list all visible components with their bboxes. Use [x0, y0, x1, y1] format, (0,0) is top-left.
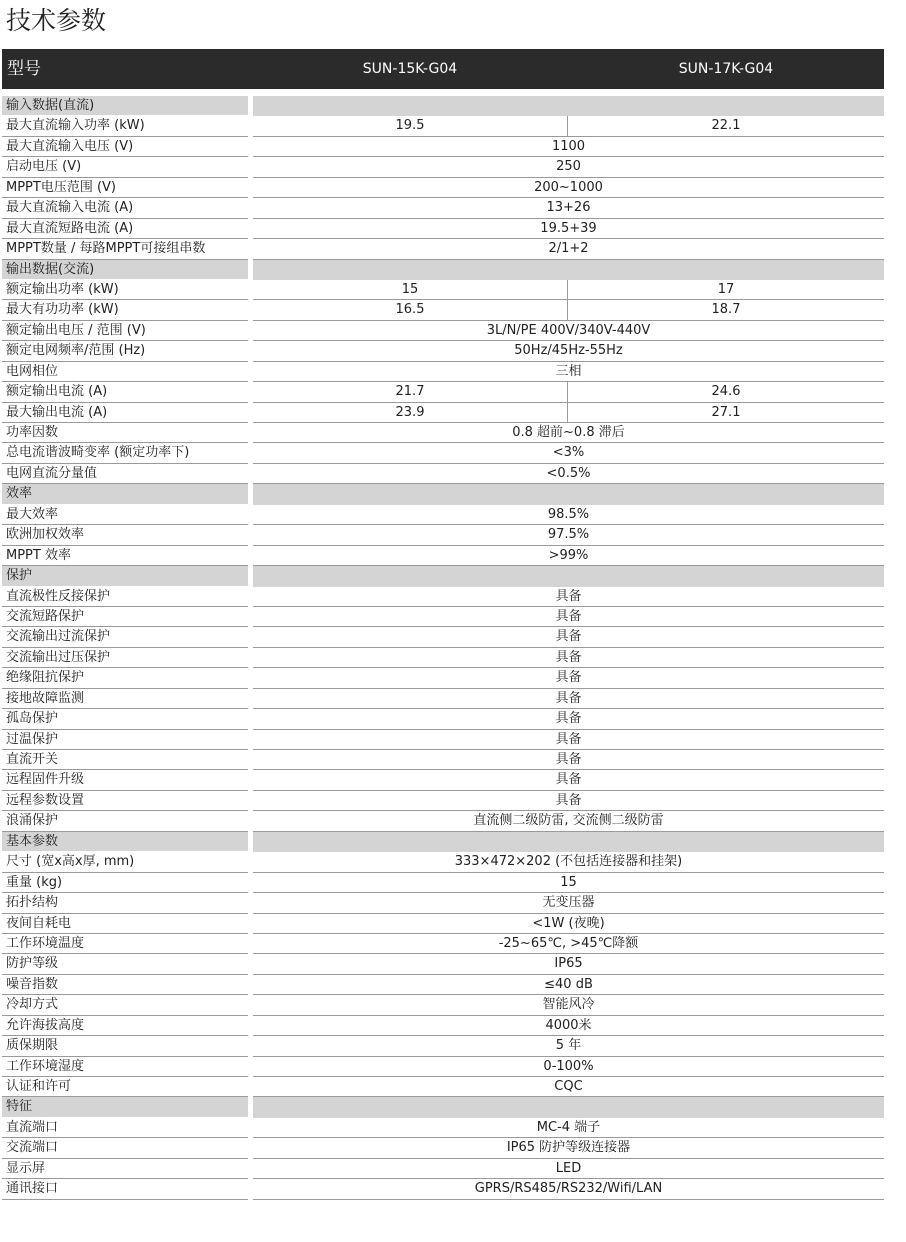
spec-value: 0-100% — [253, 1057, 884, 1077]
spec-label: 最大输出电流 (A) — [2, 403, 248, 423]
spec-label: 夜间自耗电 — [2, 914, 248, 934]
spec-row — [2, 852, 884, 872]
section-header-row — [2, 260, 884, 280]
spec-row — [2, 627, 884, 647]
spec-row — [2, 648, 884, 668]
spec-row — [2, 587, 884, 607]
spec-row — [2, 995, 884, 1015]
spec-label: 重量 (kg) — [2, 873, 248, 893]
spec-label: 远程参数设置 — [2, 791, 248, 811]
spec-value: IP65 — [253, 954, 884, 974]
model-header-label: 型号 — [7, 59, 41, 79]
spec-label: 最大直流输入电压 (V) — [2, 137, 248, 157]
spec-row — [2, 893, 884, 913]
spec-value: 250 — [253, 157, 884, 177]
spec-row — [2, 321, 884, 341]
section-band — [253, 1097, 884, 1117]
spec-label: 总电流谐波畸变率 (额定功率下) — [2, 443, 248, 463]
spec-row — [2, 1036, 884, 1056]
spec-value: 具备 — [253, 668, 884, 688]
section-band — [253, 484, 884, 504]
spec-label: 交流输出过流保护 — [2, 627, 248, 647]
spec-label: 允许海拔高度 — [2, 1016, 248, 1036]
section-title: 基本参数 — [2, 832, 248, 852]
spec-row — [2, 198, 884, 218]
spec-value: 0.8 超前~0.8 滞后 — [253, 423, 884, 443]
section-title: 保护 — [2, 566, 248, 586]
spec-row — [2, 689, 884, 709]
spec-row — [2, 280, 884, 300]
spec-value: 3L/N/PE 400V/340V-440V — [253, 321, 884, 341]
spec-label: 尺寸 (宽x高x厚, mm) — [2, 852, 248, 872]
spec-value: CQC — [253, 1077, 884, 1097]
spec-value: 具备 — [253, 709, 884, 729]
spec-row — [2, 668, 884, 688]
spec-row — [2, 403, 884, 423]
spec-label: MPPT电压范围 (V) — [2, 178, 248, 198]
spec-label: 启动电压 (V) — [2, 157, 248, 177]
spec-value: 具备 — [253, 627, 884, 647]
spec-label: 交流短路保护 — [2, 607, 248, 627]
spec-label: 电网直流分量值 — [2, 464, 248, 484]
spec-value-model-2: 22.1 — [568, 116, 884, 136]
spec-label: 直流极性反接保护 — [2, 587, 248, 607]
spec-value: LED — [253, 1159, 884, 1179]
spec-row — [2, 116, 884, 136]
spec-label: 交流输出过压保护 — [2, 648, 248, 668]
spec-label: 绝缘阻抗保护 — [2, 668, 248, 688]
spec-value-model-1: 15 — [253, 280, 568, 300]
spec-value: 三相 — [253, 362, 884, 382]
spec-label: MPPT 效率 — [2, 546, 248, 566]
spec-label: MPPT数量 / 每路MPPT可接组串数 — [2, 239, 248, 259]
spec-label: 最大有功功率 (kW) — [2, 300, 248, 320]
spec-row — [2, 873, 884, 893]
spec-value: <0.5% — [253, 464, 884, 484]
spec-value-model-2: 17 — [568, 280, 884, 300]
spec-value: 13+26 — [253, 198, 884, 218]
spec-label: 额定输出电压 / 范围 (V) — [2, 321, 248, 341]
spec-value-model-1: 23.9 — [253, 403, 568, 423]
spec-row — [2, 362, 884, 382]
section-band — [253, 260, 884, 280]
spec-value: 97.5% — [253, 525, 884, 545]
spec-value: >99% — [253, 546, 884, 566]
spec-label: 通讯接口 — [2, 1179, 248, 1199]
section-title: 特征 — [2, 1097, 248, 1117]
spec-value: ≤40 dB — [253, 975, 884, 995]
model-column-1: SUN-15K-G04 — [362, 61, 458, 77]
spec-row — [2, 341, 884, 361]
spec-label: 直流端口 — [2, 1118, 248, 1138]
spec-row — [2, 1118, 884, 1138]
section-header-row — [2, 484, 884, 504]
spec-value: 具备 — [253, 689, 884, 709]
section-band — [253, 566, 884, 586]
spec-label: 工作环境温度 — [2, 934, 248, 954]
spec-value: 具备 — [253, 750, 884, 770]
section-title: 输入数据(直流) — [2, 96, 248, 116]
spec-row — [2, 1159, 884, 1179]
spec-value: -25~65℃, >45℃降额 — [253, 934, 884, 954]
spec-label: 直流开关 — [2, 750, 248, 770]
section-band — [253, 832, 884, 852]
spec-value: <3% — [253, 443, 884, 463]
spec-row — [2, 750, 884, 770]
spec-row — [2, 178, 884, 198]
spec-value: 具备 — [253, 730, 884, 750]
spec-value: MC-4 端子 — [253, 1118, 884, 1138]
spec-label: 远程固件升级 — [2, 770, 248, 790]
spec-value: 2/1+2 — [253, 239, 884, 259]
spec-row — [2, 770, 884, 790]
spec-value-model-1: 21.7 — [253, 382, 568, 402]
spec-label: 防护等级 — [2, 954, 248, 974]
spec-label: 欧洲加权效率 — [2, 525, 248, 545]
spec-label: 接地故障监测 — [2, 689, 248, 709]
spec-value: 15 — [253, 873, 884, 893]
spec-row — [2, 239, 884, 259]
spec-label: 认证和许可 — [2, 1077, 248, 1097]
spec-value: 98.5% — [253, 505, 884, 525]
spec-row — [2, 914, 884, 934]
spec-row — [2, 1179, 884, 1199]
spec-label: 额定电网频率/范围 (Hz) — [2, 341, 248, 361]
spec-row — [2, 525, 884, 545]
spec-value: 5 年 — [253, 1036, 884, 1056]
spec-value: 4000米 — [253, 1016, 884, 1036]
spec-row — [2, 137, 884, 157]
section-title: 效率 — [2, 484, 248, 504]
spec-value: 具备 — [253, 607, 884, 627]
spec-label: 最大效率 — [2, 505, 248, 525]
spec-row — [2, 1138, 884, 1158]
spec-value-model-1: 16.5 — [253, 300, 568, 320]
section-header-row — [2, 96, 884, 116]
spec-row — [2, 464, 884, 484]
model-column-2: SUN-17K-G04 — [678, 61, 774, 77]
section-header-row — [2, 566, 884, 586]
spec-row — [2, 546, 884, 566]
spec-label: 拓扑结构 — [2, 893, 248, 913]
spec-label: 孤岛保护 — [2, 709, 248, 729]
spec-value: 19.5+39 — [253, 219, 884, 239]
spec-row — [2, 157, 884, 177]
spec-value: 200~1000 — [253, 178, 884, 198]
spec-value-model-2: 27.1 — [568, 403, 884, 423]
spec-value: 具备 — [253, 791, 884, 811]
spec-row — [2, 934, 884, 954]
spec-row — [2, 505, 884, 525]
section-title: 输出数据(交流) — [2, 260, 248, 280]
spec-label: 最大直流输入功率 (kW) — [2, 116, 248, 136]
spec-row — [2, 791, 884, 811]
spec-table — [2, 96, 884, 1200]
spec-row — [2, 954, 884, 974]
table-header — [2, 49, 884, 89]
spec-row — [2, 975, 884, 995]
spec-value: 智能风冷 — [253, 995, 884, 1015]
spec-value: 直流侧二级防雷, 交流侧二级防雷 — [253, 811, 884, 831]
spec-value: 1100 — [253, 137, 884, 157]
spec-row — [2, 1057, 884, 1077]
spec-label: 工作环境湿度 — [2, 1057, 248, 1077]
spec-value: 无变压器 — [253, 893, 884, 913]
spec-row — [2, 1016, 884, 1036]
spec-value: 50Hz/45Hz-55Hz — [253, 341, 884, 361]
spec-row — [2, 730, 884, 750]
spec-value: 具备 — [253, 648, 884, 668]
section-header-row — [2, 832, 884, 852]
spec-label: 额定输出功率 (kW) — [2, 280, 248, 300]
spec-row — [2, 607, 884, 627]
spec-row — [2, 382, 884, 402]
spec-label: 功率因数 — [2, 423, 248, 443]
spec-label: 质保期限 — [2, 1036, 248, 1056]
spec-value: 333×472×202 (不包括连接器和挂架) — [253, 852, 884, 872]
spec-value-model-2: 24.6 — [568, 382, 884, 402]
spec-label: 最大直流短路电流 (A) — [2, 219, 248, 239]
section-header-row — [2, 1097, 884, 1117]
spec-label: 浪涌保护 — [2, 811, 248, 831]
section-band — [253, 96, 884, 116]
spec-label: 冷却方式 — [2, 995, 248, 1015]
spec-row — [2, 709, 884, 729]
spec-value-model-1: 19.5 — [253, 116, 568, 136]
spec-value-model-2: 18.7 — [568, 300, 884, 320]
spec-value: <1W (夜晚) — [253, 914, 884, 934]
spec-row — [2, 811, 884, 831]
spec-value: IP65 防护等级连接器 — [253, 1138, 884, 1158]
spec-value: 具备 — [253, 770, 884, 790]
spec-row — [2, 219, 884, 239]
spec-value: GPRS/RS485/RS232/Wifi/LAN — [253, 1179, 884, 1199]
spec-label: 最大直流输入电流 (A) — [2, 198, 248, 218]
spec-label: 噪音指数 — [2, 975, 248, 995]
spec-value: 具备 — [253, 587, 884, 607]
page-title: 技术参数 — [6, 6, 107, 35]
spec-row — [2, 423, 884, 443]
spec-label: 交流端口 — [2, 1138, 248, 1158]
spec-label: 过温保护 — [2, 730, 248, 750]
spec-row — [2, 443, 884, 463]
spec-label: 显示屏 — [2, 1159, 248, 1179]
spec-row — [2, 1077, 884, 1097]
spec-label: 额定输出电流 (A) — [2, 382, 248, 402]
spec-label: 电网相位 — [2, 362, 248, 382]
spec-row — [2, 300, 884, 320]
